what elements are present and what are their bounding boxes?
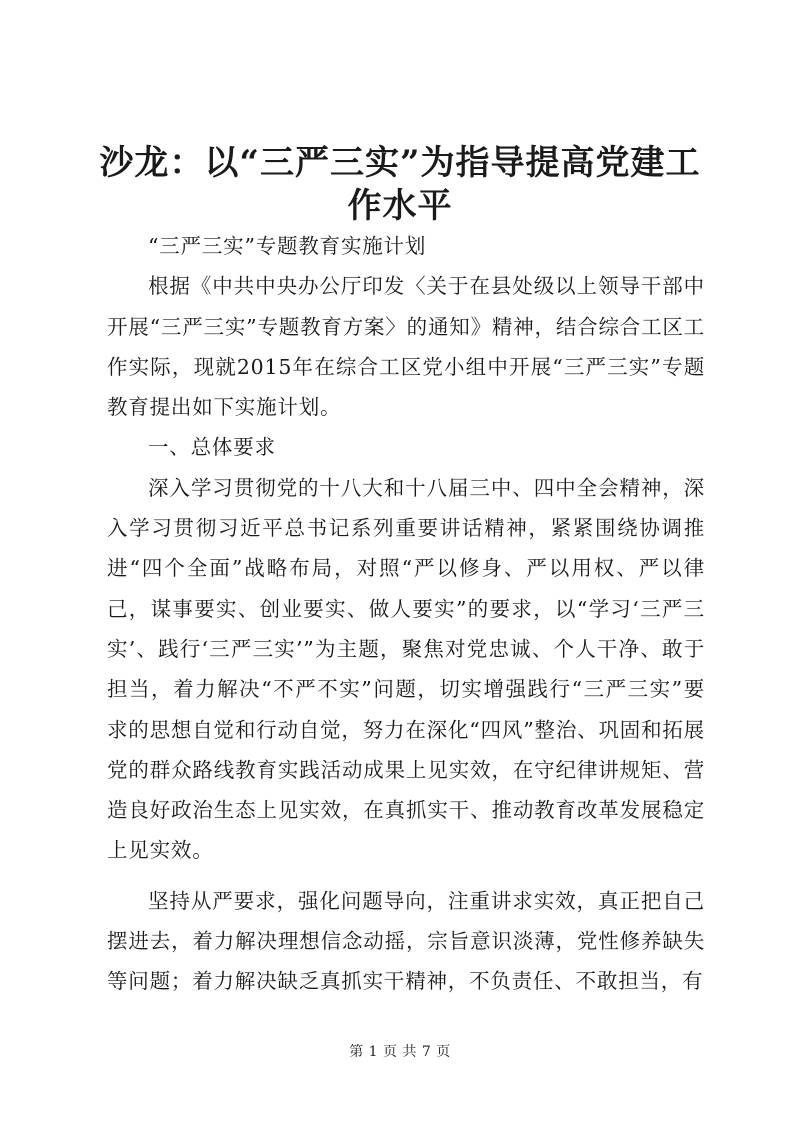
- paragraph-general-requirements: 深入学习贯彻党的十八大和十八届三中、四中全会精神，深入学习贯彻习近平总书记系列重要讲话精神，紧紧围绕协调推进“四个全面”战略布局，对照“严以修身、严以用权、严以律己，谋事要实、创业要实、做人要实”的要求，以“学习‘三严三实’、践行‘三严三实’”为主题，聚焦对党忠诚、个人干净、敢于担当，着力解决“不严不实”问题，切实增强践行“三严三实”要求的思想自觉和行动自觉，努力在深化“四风”整治、巩固和拓展党的群众路线教育实践活动成果上见实效，在守纪律讲规矩、营造良好政治生态上见实效，在真抓实干、推动教育改革发展稳定上见实效。: [107, 475, 705, 863]
- paragraph-strict-requirements: 坚持从严要求，强化问题导向，注重讲求实效，真正把自己摆进去，着力解决理想信念动摇，宗旨意识淡薄，党性修养缺失等问题；着力解决缺乏真抓实干精神，不负责任、不敢担当，有: [107, 888, 705, 994]
- section-heading-general-requirements: 一、总体要求: [148, 435, 276, 460]
- paragraph-subtitle: “三严三实”专题教育实施计划: [148, 234, 427, 258]
- paragraph-intro: 根据《中共中央办公厅印发〈关于在县处级以上领导干部中开展“三严三实”专题教育方案〉的通知》精神，结合综合工区工作实际，现就2015年在综合工区党小组中开展“三严三实”专题教育提出如下实施计划。: [107, 274, 705, 420]
- page-number-footer: 第 1 页 共 7 页: [349, 1044, 451, 1060]
- document-title: 沙龙：以“三严三实”为指导提高党建工作水平: [99, 143, 701, 226]
- document-body: [107, 226, 705, 1002]
